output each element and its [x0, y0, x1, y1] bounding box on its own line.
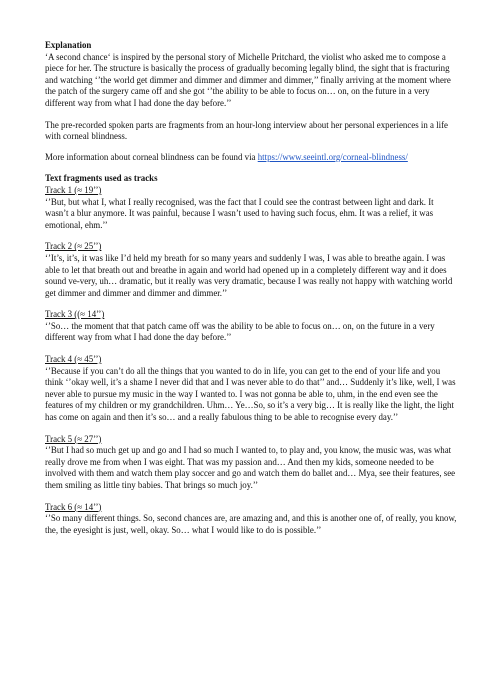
- track-text: ‘’But I had so much get up and go and I had so much I wanted to, to play and, you know, the music was, was what really drove me from when I was eight. That was my passion and… And then my kids, someone needed to be involved with them and watch them play soccer and go and watch them do ballet and… Mya, see their features, see them smiling as little tiny babies. That brings so much joy.’’: [45, 445, 456, 490]
- track-title: Track 5 (≈ 27’’): [45, 433, 102, 444]
- tracks-heading: Text fragments used as tracks: [45, 173, 158, 184]
- track-title: Track 2 (≈ 25’’): [45, 241, 102, 252]
- track-title: Track 3 ((≈ 14’’): [45, 309, 105, 320]
- track-title: Track 4 (≈ 45’’): [45, 354, 102, 365]
- corneal-blindness-link[interactable]: https://www.seeintl.org/corneal-blindness/: [257, 151, 408, 162]
- explanation-heading: Explanation: [45, 40, 92, 50]
- track-2: [45, 241, 459, 299]
- track-title: Track 1 (≈ 19’’): [45, 184, 102, 195]
- track-text: ‘’Because if you can’t do all the things that you wanted to do in life, you can get to the end of your life and you think ‘’okay well, it’s a shame I never did that and I was never able to do that’’ and… Suddenly it’s like, well, I was never able to pursue my music in the way I wanted to. I was not gonna be able to, uhm, in the end even see the features of my children or my grandchildren. Uhm… Ye…So, so it’s a very big… It is really like the light, the light has come on again and then it’s so… and a really fabulous thing to be able to recognise every day.’’: [45, 365, 456, 423]
- track-6: [45, 502, 459, 537]
- track-5: [45, 434, 459, 492]
- more-info-paragraph: [45, 152, 459, 164]
- track-text: ‘’But, but what I, what I really recognised, was the fact that I could see the contrast between light and dark. It wasn’t a blur anymore. It was painful, because I wasn’t used to having such focus, ehm. It was a relief, it was emotional, ehm.’’: [45, 196, 434, 230]
- track-4: [45, 354, 459, 424]
- track-text: ‘’It’s, it’s, it was like I’d held my breath for so many years and suddenly I was, I was able to breathe again. I was able to let that breath out and breathe in again and world had opened up in a completely different way and it does sound ve-very, uh… dramatic, but it really was very dramatic, because I was really not happy with watching world get dimmer and dimmer and dimmer and dimmer.’’: [45, 252, 453, 298]
- track-title: Track 6 (≈ 14’’): [45, 501, 102, 512]
- track-3: [45, 309, 459, 344]
- explanation-paragraph-2: The pre-recorded spoken parts are fragments from an hour-long interview about her personal experiences in a life with corneal blindness.: [45, 119, 448, 142]
- more-info-text: More information about corneal blindness can be found via: [45, 151, 258, 162]
- explanation-paragraph-1: ‘A second chance‘ is inspired by the personal story of Michelle Pritchard, the violist who asked me to compose a piece for her. The structure is basically the process of gradually becoming legally blind, the sight that is fracturing and watching ‘’the world get dimmer and dimmer and dimmer and dimmer,’’ finally arriving at the moment where the patch of the surgery came off and she got ‘’the ability to be able to focus on… on, on the future in a very different way from what I had done the day before.’’: [45, 51, 451, 108]
- track-1: [45, 185, 459, 231]
- track-text: ‘’So… the moment that that patch came off was the ability to be able to focus on… on, on the future in a very different way from what I had done the day before.’’: [45, 320, 435, 343]
- track-text: ‘’So many different things. So, second chances are, are amazing and, and this is another one of, of really, you know, the, the eyesight is just, well, okay. So… what I would like to do is possible.’’: [45, 513, 457, 535]
